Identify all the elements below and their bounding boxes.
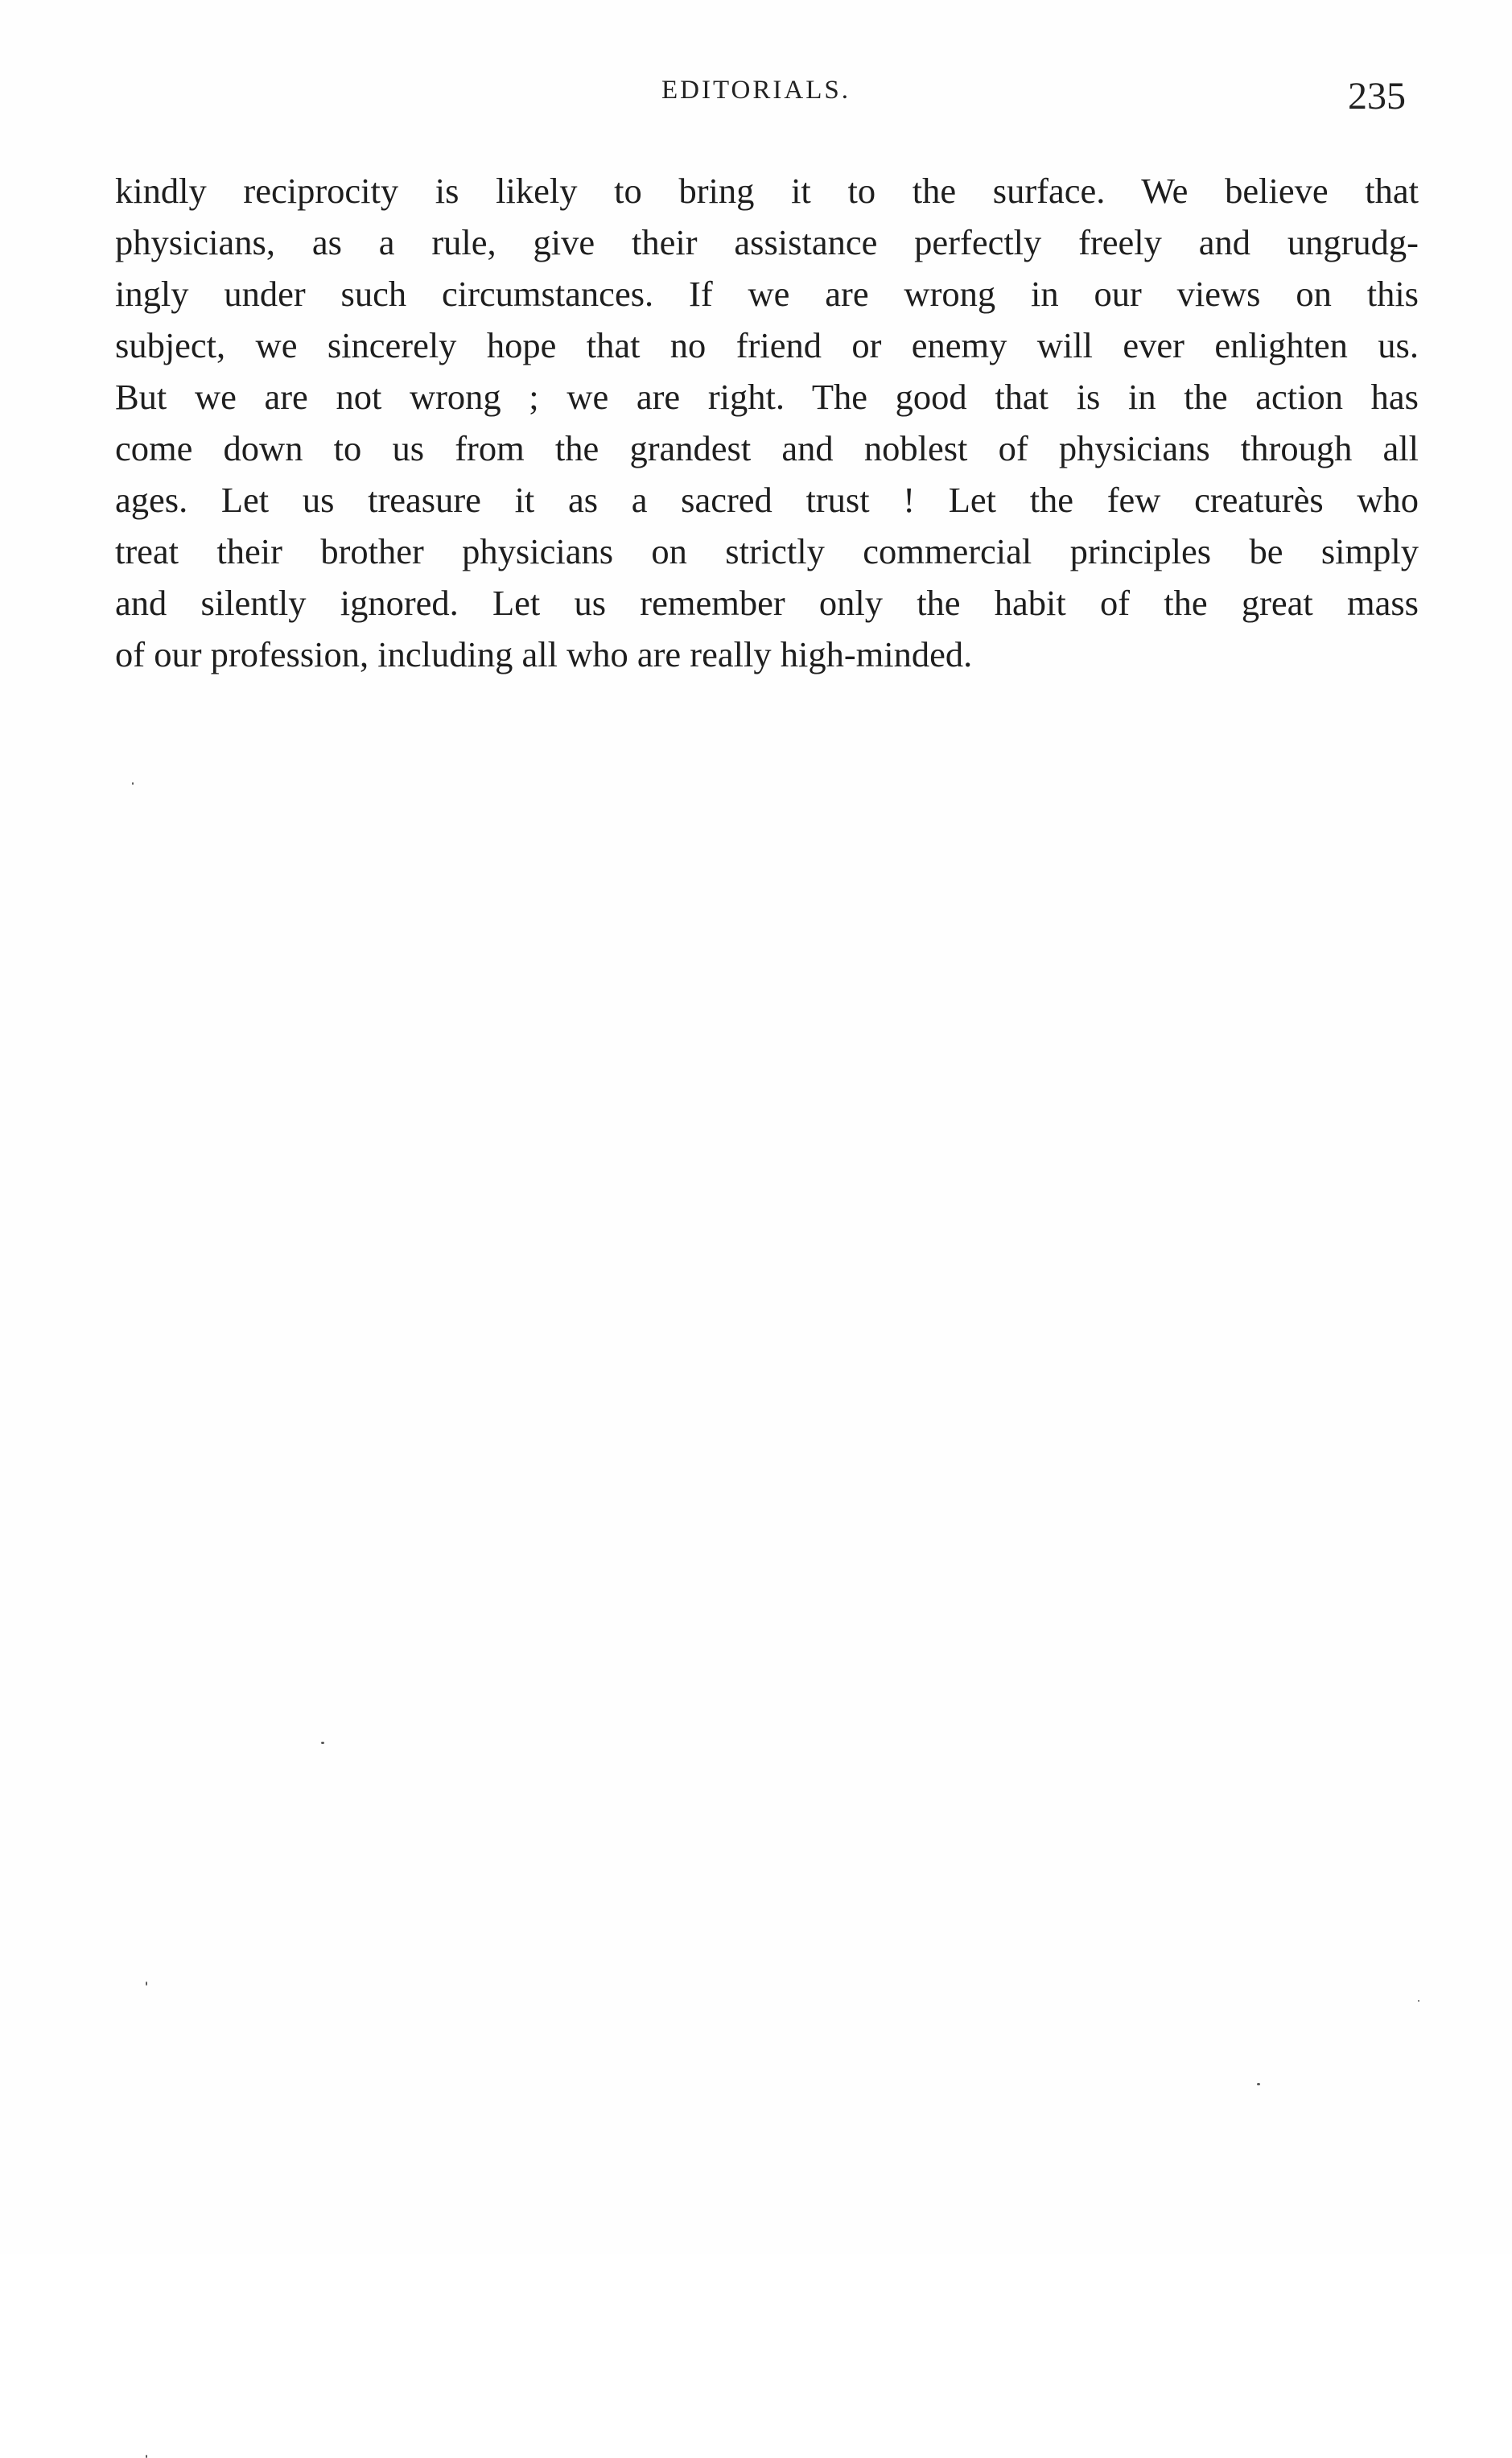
scan-speck xyxy=(1418,2000,1419,2002)
text-line: But we are not wrong ; we are right. The good that is in the action has xyxy=(115,377,1419,417)
text-line: and silently ignored. Let us remember only the habit of the great mass xyxy=(115,583,1419,623)
scan-speck xyxy=(146,1982,147,1986)
text-line: treat their brother physicians on strictly commercial principles be simply xyxy=(115,531,1419,571)
text-line: subject, we sincerely hope that no friend or enemy will ever enlighten us. xyxy=(115,325,1419,365)
scan-speck xyxy=(132,782,134,785)
scan-speck xyxy=(1257,2083,1260,2085)
text-line: ingly under such circumstances. If we are wrong in our views on this xyxy=(115,274,1419,314)
text-line: ages. Let us treasure it as a sacred trust ! Let the few creaturès who xyxy=(115,480,1419,520)
text-line: kindly reciprocity is likely to bring it to the surface. We believe that xyxy=(115,171,1419,211)
body-paragraph xyxy=(115,165,1419,680)
text-line: of our profession, including all who are really high-minded. xyxy=(115,634,973,674)
running-title: EDITORIALS. xyxy=(661,76,851,105)
page-number: 235 xyxy=(1348,75,1406,118)
scan-speck xyxy=(321,1742,324,1744)
text-line: come down to us from the grandest and noblest of physicians through all xyxy=(115,428,1419,468)
running-header xyxy=(0,69,1512,118)
scan-speck xyxy=(146,2455,147,2458)
text-line: physicians, as a rule, give their assistance perfectly freely and ungrudg- xyxy=(115,222,1419,262)
